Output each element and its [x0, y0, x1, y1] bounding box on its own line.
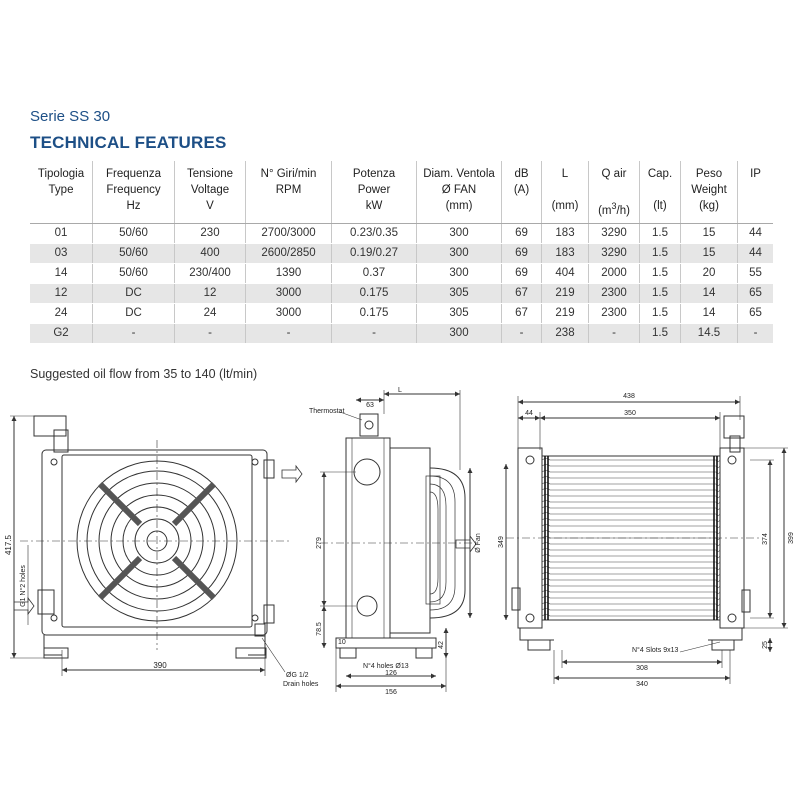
col-fan-diameter: Diam. Ventola Ø FAN (mm) — [417, 161, 502, 224]
table-cell: 238 — [542, 324, 589, 344]
table-cell: 183 — [542, 244, 589, 264]
table-cell: 1390 — [246, 264, 332, 284]
col-weight: Peso Weight (kg) — [681, 161, 738, 224]
table-cell: 12 — [30, 284, 93, 304]
table-cell: 50/60 — [93, 224, 175, 244]
table-cell: 404 — [542, 264, 589, 284]
table-cell: - — [589, 324, 640, 344]
table-cell: 219 — [542, 304, 589, 324]
back-349-label: 349 — [498, 536, 505, 548]
table-cell: 14 — [30, 264, 93, 284]
core-fin — [542, 513, 720, 516]
page-title: TECHNICAL FEATURES — [30, 133, 227, 152]
table-cell: 24 — [175, 304, 246, 324]
table-cell: 219 — [542, 284, 589, 304]
table-cell: 01 — [30, 224, 93, 244]
table-cell: 14.5 — [681, 324, 738, 344]
front-height-label: 417.5 — [4, 534, 13, 556]
table-cell: 400 — [175, 244, 246, 264]
side-view — [320, 390, 480, 692]
col-qair: Q air $(m^3/h)$ — [589, 161, 640, 224]
col-frequency: Frequenza Frequency Hz — [93, 161, 175, 224]
drain-label-2: Drain holes — [283, 681, 319, 688]
table-row — [30, 224, 773, 244]
core-fins — [542, 456, 720, 620]
table-cell: 2600/2850 — [246, 244, 332, 264]
core-fin — [542, 471, 720, 474]
thermostat-label: Thermostat — [309, 408, 345, 415]
table-cell: 2300 — [589, 304, 640, 324]
table-cell: 0.175 — [332, 284, 417, 304]
back-438-label: 438 — [623, 393, 635, 400]
table-cell: - — [93, 324, 175, 344]
table-cell: 300 — [417, 264, 502, 284]
table-cell: 0.37 — [332, 264, 417, 284]
core-fin — [542, 561, 720, 564]
table-cell: 1.5 — [640, 284, 681, 304]
table-cell: 12 — [175, 284, 246, 304]
table-cell: 2300 — [589, 284, 640, 304]
back-350-label: 350 — [624, 410, 636, 417]
core-fin — [542, 489, 720, 492]
table-cell: 44 — [738, 224, 774, 244]
back-308-label: 308 — [636, 665, 648, 672]
technical-features-table — [30, 161, 773, 344]
table-row — [30, 244, 773, 264]
table-cell: 3290 — [589, 244, 640, 264]
series-label: Serie SS 30 — [30, 108, 111, 125]
table-cell: 300 — [417, 224, 502, 244]
core-fin — [542, 459, 720, 462]
core-fin — [542, 585, 720, 588]
table-cell: - — [332, 324, 417, 344]
side-fan-label: Ø Fan — [475, 533, 482, 553]
side-holes-label: N°4 holes Ø13 — [363, 663, 409, 670]
back-340-label: 340 — [636, 681, 648, 688]
front-body — [42, 450, 267, 635]
table-cell: 3290 — [589, 224, 640, 244]
core-fin — [542, 477, 720, 480]
col-type: Tipologia Type — [30, 161, 93, 224]
table-cell: 305 — [417, 304, 502, 324]
back-25-label: 25 — [762, 641, 769, 649]
table-cell: 3000 — [246, 284, 332, 304]
table-cell: 2700/3000 — [246, 224, 332, 244]
col-voltage: Tensione Voltage V — [175, 161, 246, 224]
front-bottom-fitting — [38, 590, 54, 614]
side-42-label: 42 — [438, 641, 445, 649]
table-cell: 183 — [542, 224, 589, 244]
side-tank — [346, 438, 390, 638]
table-cell: 1.5 — [640, 304, 681, 324]
table-cell: 1.5 — [640, 244, 681, 264]
core-fin — [542, 495, 720, 498]
back-slots-label: N°4 Slots 9x13 — [632, 647, 679, 654]
table-cell: 69 — [502, 244, 542, 264]
table-cell: 0.19/0.27 — [332, 244, 417, 264]
col-rpm: N° Giri/min RPM — [246, 161, 332, 224]
core-fin — [542, 567, 720, 570]
core-fin — [542, 555, 720, 558]
table-cell: 24 — [30, 304, 93, 324]
core-fin — [542, 597, 720, 600]
table-cell: 0.175 — [332, 304, 417, 324]
table-row — [30, 304, 773, 324]
table-cell: - — [175, 324, 246, 344]
drain-label: ØG 1/2 — [286, 672, 309, 679]
table-cell: 03 — [30, 244, 93, 264]
core-fin — [542, 573, 720, 576]
table-cell: 44 — [738, 244, 774, 264]
side-10-label: 10 — [338, 639, 346, 646]
side-156-label: 156 — [385, 689, 397, 696]
table-cell: 1.5 — [640, 264, 681, 284]
table-cell: - — [502, 324, 542, 344]
core-fin — [542, 615, 720, 618]
back-44-label: 44 — [525, 410, 533, 417]
core-fin — [542, 483, 720, 486]
core-fin — [542, 507, 720, 510]
side-78-label: 78.5 — [316, 622, 323, 636]
table-cell: 15 — [681, 244, 738, 264]
table-cell: 305 — [417, 284, 502, 304]
table-cell: 50/60 — [93, 264, 175, 284]
col-db: dB (A) — [502, 161, 542, 224]
side-l-label: L — [398, 387, 402, 394]
back-374-label: 374 — [762, 533, 769, 545]
core-fin — [542, 531, 720, 534]
table-cell: 14 — [681, 304, 738, 324]
front-top-fitting — [34, 416, 66, 436]
table-cell: - — [246, 324, 332, 344]
core-fin — [542, 525, 720, 528]
core-fin — [542, 519, 720, 522]
table-cell: - — [738, 324, 774, 344]
table-cell: 2000 — [589, 264, 640, 284]
table-cell: 67 — [502, 284, 542, 304]
table-cell: 3000 — [246, 304, 332, 324]
table-header-row — [30, 161, 773, 224]
technical-drawing — [0, 380, 800, 720]
table-cell: 50/60 — [93, 244, 175, 264]
table-cell: 67 — [502, 304, 542, 324]
table-cell: 65 — [738, 304, 774, 324]
col-power: Potenza Power kW — [332, 161, 417, 224]
side-63-label: 63 — [366, 402, 374, 409]
side-279-label: 279 — [316, 537, 323, 549]
table-row — [30, 264, 773, 284]
table-cell: 230/400 — [175, 264, 246, 284]
core-fin — [542, 537, 720, 540]
table-cell: DC — [93, 304, 175, 324]
oil-flow-note: Suggested oil flow from 35 to 140 (lt/min) — [30, 367, 258, 381]
table-cell: 20 — [681, 264, 738, 284]
table-cell: 15 — [681, 224, 738, 244]
core-fin — [542, 543, 720, 546]
core-fin — [542, 609, 720, 612]
table-cell: 0.23/0.35 — [332, 224, 417, 244]
table-cell: 65 — [738, 284, 774, 304]
col-l: L (mm) — [542, 161, 589, 224]
table-cell: G2 — [30, 324, 93, 344]
table-cell: 69 — [502, 264, 542, 284]
table-cell: 1.5 — [640, 324, 681, 344]
core-fin — [542, 603, 720, 606]
core-fin — [542, 549, 720, 552]
core-fin — [542, 465, 720, 468]
core-fin — [542, 579, 720, 582]
table-cell: 14 — [681, 284, 738, 304]
front-port-label: G1 N°2 holes — [20, 565, 27, 607]
table-cell: 230 — [175, 224, 246, 244]
side-126-label: 126 — [385, 670, 397, 677]
table-cell: 69 — [502, 224, 542, 244]
table-row — [30, 324, 773, 344]
table-cell: 1.5 — [640, 224, 681, 244]
table-cell: 300 — [417, 324, 502, 344]
col-capacity: Cap. (lt) — [640, 161, 681, 224]
core-fin — [542, 501, 720, 504]
front-view — [10, 416, 302, 676]
back-399-label: 399 — [788, 532, 795, 544]
table-row — [30, 284, 773, 304]
col-ip: IP — [738, 161, 774, 224]
core-fin — [542, 591, 720, 594]
thermostat — [360, 414, 378, 436]
front-width-label: 390 — [153, 661, 167, 670]
table-cell: DC — [93, 284, 175, 304]
table-cell: 300 — [417, 244, 502, 264]
table-cell: 55 — [738, 264, 774, 284]
